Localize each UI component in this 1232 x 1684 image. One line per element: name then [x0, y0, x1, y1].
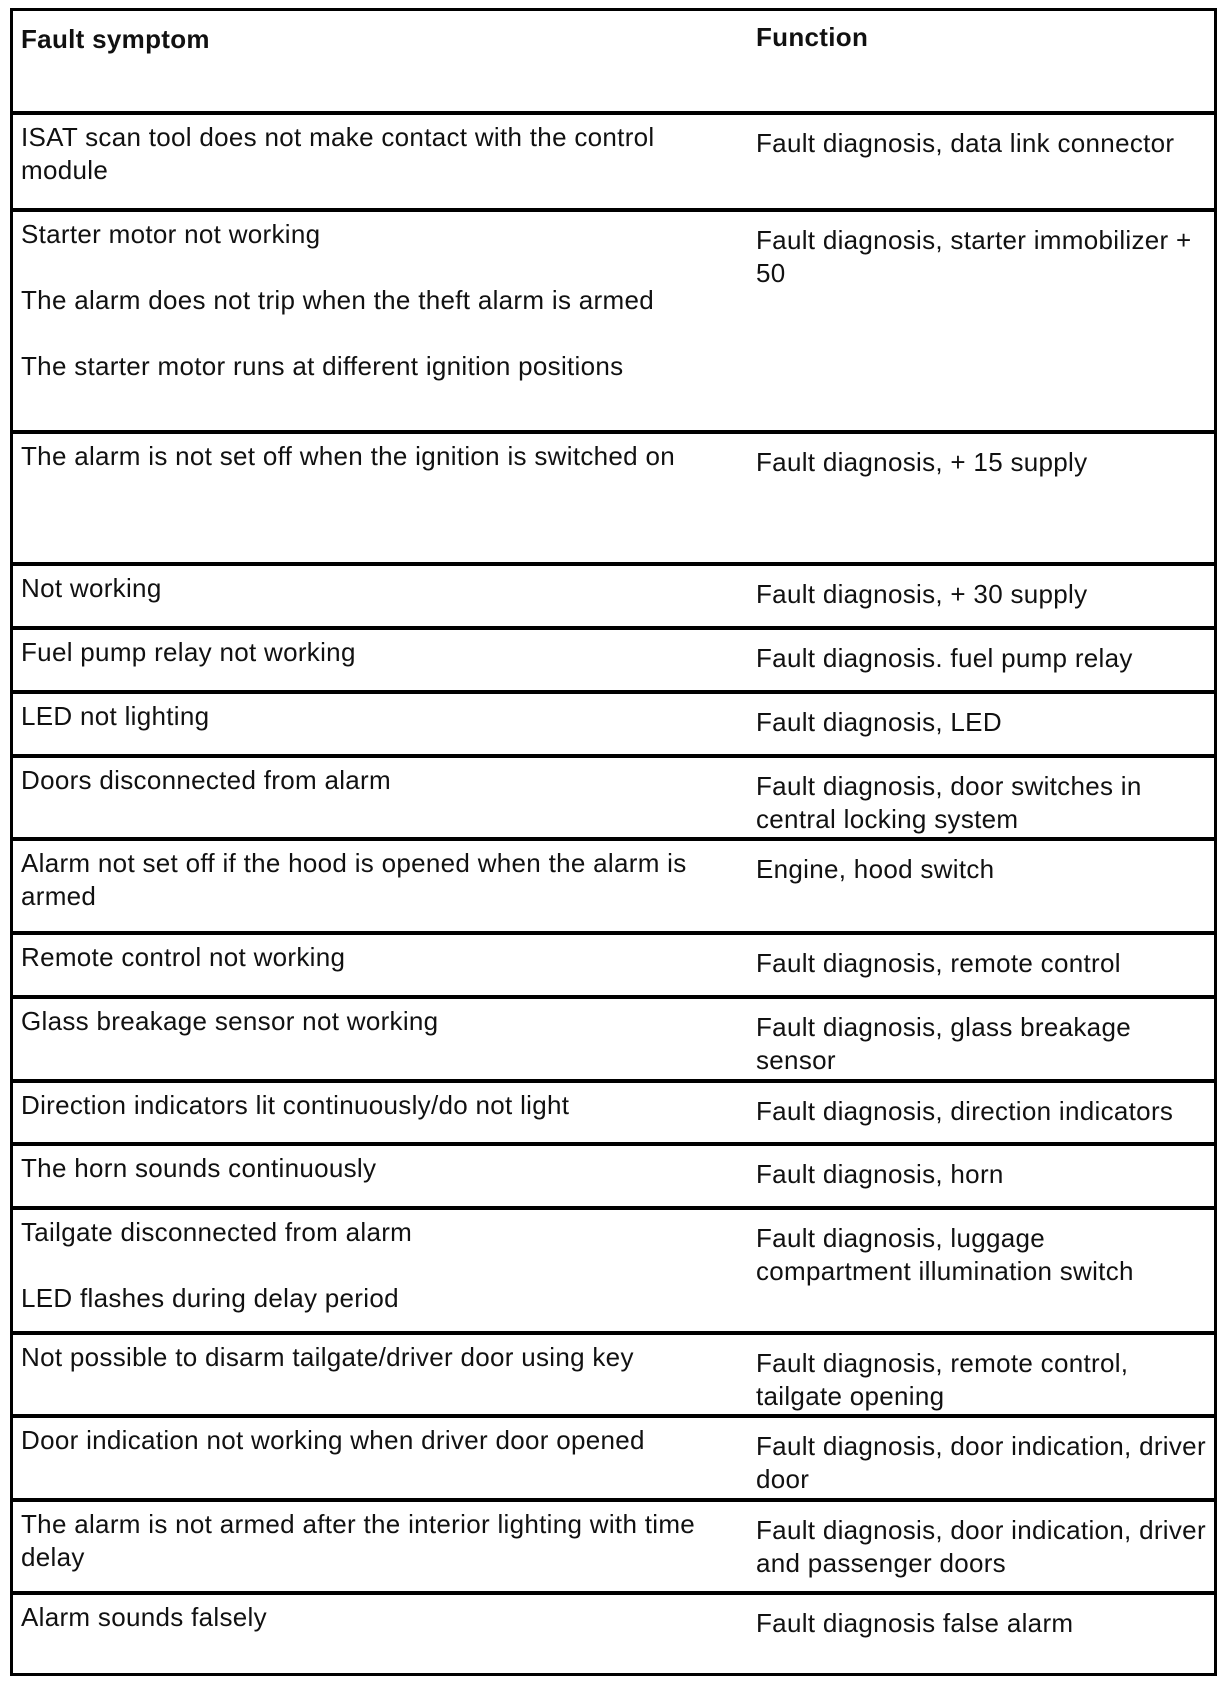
table-row [13, 1144, 1214, 1208]
function-cell: Fault diagnosis, door indication, driver door [742, 1416, 1214, 1500]
function-cell: Fault diagnosis, LED [742, 692, 1214, 756]
table-row [13, 628, 1214, 691]
function-cell: Engine, hood switch [742, 839, 1214, 933]
fault-symptom-cell [13, 1144, 742, 1208]
table-row [13, 933, 1214, 997]
fault-symptom-text: Alarm sounds falsely [21, 1602, 267, 1633]
fault-symptom-cell [13, 1593, 742, 1673]
function-cell: Fault diagnosis, glass breakage sensor [742, 997, 1214, 1081]
function-cell: Fault diagnosis, + 15 supply [742, 432, 1214, 564]
fault-symptom-text: Door indication not working when driver door opened [21, 1425, 645, 1456]
fault-symptom-cell [13, 756, 742, 840]
function-cell: Fault diagnosis, door indication, driver and passenger doors [742, 1500, 1214, 1594]
fault-symptom-cell [13, 1500, 742, 1594]
fault-table-frame [10, 8, 1217, 1676]
fault-symptom-text: Glass breakage sensor not working [21, 1006, 439, 1037]
function-cell: Fault diagnosis, data link connector [742, 113, 1214, 210]
fault-symptom-cell [13, 692, 742, 756]
function-cell: Fault diagnosis false alarm [742, 1593, 1214, 1673]
fault-symptom-text: Tailgate disconnected from alarm [21, 1217, 413, 1248]
fault-symptom-cell [13, 1333, 742, 1417]
table-row [13, 839, 1214, 933]
function-cell: Fault diagnosis, remote control [742, 933, 1214, 997]
fault-symptom-text: The starter motor runs at different ignition positions [21, 350, 624, 381]
fault-symptom-text: Remote control not working [21, 942, 346, 973]
function-cell: Fault diagnosis, starter immobilizer + 50 [742, 210, 1214, 432]
fault-symptom-cell [13, 997, 742, 1081]
fault-symptom-text: Doors disconnected from alarm [21, 764, 391, 795]
fault-symptom-text: Not working [21, 573, 162, 604]
table-row [13, 1081, 1214, 1144]
fault-symptom-text: The horn sounds continuously [21, 1153, 377, 1184]
table-row [13, 1208, 1214, 1332]
fault-symptom-cell [13, 113, 742, 210]
header-fault-symptom: Fault symptom [21, 24, 210, 54]
table-header-row [13, 11, 1214, 113]
fault-symptom-text: Not possible to disarm tailgate/driver door using key [21, 1341, 634, 1372]
function-cell: Fault diagnosis, luggage compartment illumination switch [742, 1208, 1214, 1332]
table-row [13, 997, 1214, 1081]
fault-symptom-cell [13, 1081, 742, 1144]
fault-symptom-cell [13, 432, 742, 564]
fault-symptom-text: Fuel pump relay not working [21, 637, 356, 668]
fault-symptom-text: The alarm does not trip when the theft alarm is armed [21, 284, 654, 315]
fault-symptom-table [13, 11, 1214, 1673]
table-row [13, 1416, 1214, 1500]
fault-symptom-text: LED flashes during delay period [21, 1283, 399, 1314]
fault-symptom-cell [13, 210, 742, 432]
fault-symptom-text: LED not lighting [21, 700, 210, 731]
function-cell: Fault diagnosis, direction indicators [742, 1081, 1214, 1144]
fault-symptom-cell [13, 1416, 742, 1500]
fault-symptom-text: The alarm is not armed after the interior lighting with time delay [21, 1508, 696, 1572]
function-cell: Fault diagnosis, horn [742, 1144, 1214, 1208]
function-cell: Fault diagnosis, door switches in central locking system [742, 756, 1214, 840]
fault-symptom-text: The alarm is not set off when the ignition is switched on [21, 440, 675, 471]
table-row [13, 756, 1214, 840]
table-row [13, 210, 1214, 432]
fault-symptom-text: Starter motor not working [21, 218, 321, 249]
fault-symptom-cell [13, 564, 742, 628]
fault-symptom-cell [13, 628, 742, 691]
fault-symptom-cell [13, 1208, 742, 1332]
table-row [13, 1500, 1214, 1594]
function-cell: Fault diagnosis. fuel pump relay [742, 628, 1214, 691]
function-cell: Fault diagnosis, + 30 supply [742, 564, 1214, 628]
table-row [13, 113, 1214, 210]
fault-symptom-cell [13, 839, 742, 933]
table-row [13, 692, 1214, 756]
fault-symptom-cell [13, 933, 742, 997]
table-row [13, 432, 1214, 564]
table-row [13, 1333, 1214, 1417]
function-cell: Fault diagnosis, remote control, tailgate opening [742, 1333, 1214, 1417]
table-row [13, 1593, 1214, 1673]
header-function: Function [756, 22, 869, 52]
fault-symptom-text: Direction indicators lit continuously/do not light [21, 1089, 570, 1120]
fault-symptom-text: ISAT scan tool does not make contact with the control module [21, 121, 655, 185]
fault-symptom-text: Alarm not set off if the hood is opened when the alarm is armed [21, 848, 687, 912]
table-row [13, 564, 1214, 628]
